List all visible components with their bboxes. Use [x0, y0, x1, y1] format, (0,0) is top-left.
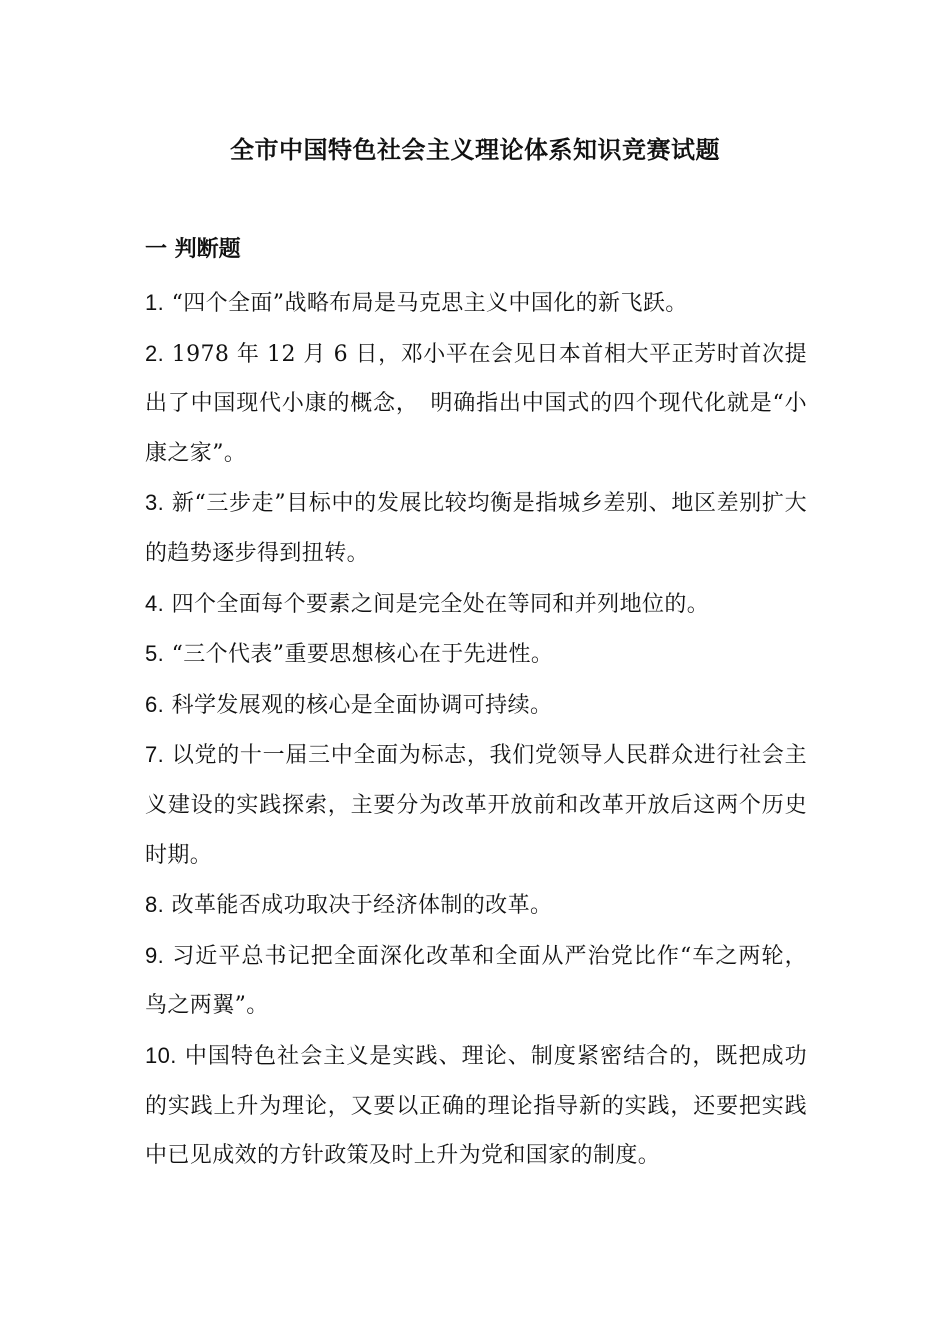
question-text: 改革能否成功取决于经济体制的改革。 [171, 893, 553, 919]
question-number: 2. [145, 340, 165, 366]
question-text: 习近平总书记把全面深化改革和全面从严治党比作“车之两轮，鸟之两翼”。 [145, 943, 807, 1019]
question-item [145, 931, 807, 1031]
question-number: 9. [145, 942, 165, 968]
question-number: 5. [145, 641, 165, 667]
question-text: 科学发展观的核心是全面协调可持续。 [171, 692, 553, 718]
question-text: 1978 年 12 月 6 日，邓小平在会见日本首相大平正芳时首次提出了中国现代小康的概念， 明确指出中国式的四个现代化就是“小康之家”。 [145, 341, 807, 466]
question-text: 新“三步走”目标中的发展比较均衡是指城乡差别、地区差别扩大的趋势逐步得到扭转。 [145, 491, 807, 566]
question-number: 7. [145, 742, 165, 768]
question-number: 4. [145, 590, 165, 616]
question-item [145, 680, 807, 731]
question-item [145, 1031, 807, 1181]
question-number: 10. [145, 1042, 177, 1068]
question-item [145, 730, 807, 880]
question-number: 3. [145, 490, 165, 516]
question-number: 1. [145, 290, 165, 315]
question-item [145, 478, 807, 578]
question-text: 四个全面每个要素之间是完全处在等同和并列地位的。 [171, 591, 710, 617]
question-item [145, 629, 807, 680]
section-heading: 一 判断题 [145, 237, 241, 262]
question-text: 中国特色社会主义是实践、理论、制度紧密结合的，既把成功的实践上升为理论，又要以正确的理论指导新的实践，还要把实践中已见成效的方针政策及时上升为党和国家的制度。 [145, 1043, 807, 1169]
question-text: “四个全面”战略布局是马克思主义中国化的新飞跃。 [171, 291, 688, 316]
question-number: 8. [145, 892, 165, 918]
question-text: 以党的十一届三中全面为标志，我们党领导人民群众进行社会主义建设的实践探索，主要分为改革开放前和改革开放后这两个历史时期。 [145, 743, 807, 868]
question-item [145, 579, 807, 630]
question-item [145, 329, 807, 479]
question-item [145, 278, 807, 329]
document-title: 全市中国特色社会主义理论体系知识竞赛试题 [230, 136, 720, 164]
question-list [145, 278, 807, 1181]
question-text: “三个代表”重要思想核心在于先进性。 [171, 642, 554, 668]
question-item [145, 880, 807, 931]
question-number: 6. [145, 691, 165, 717]
